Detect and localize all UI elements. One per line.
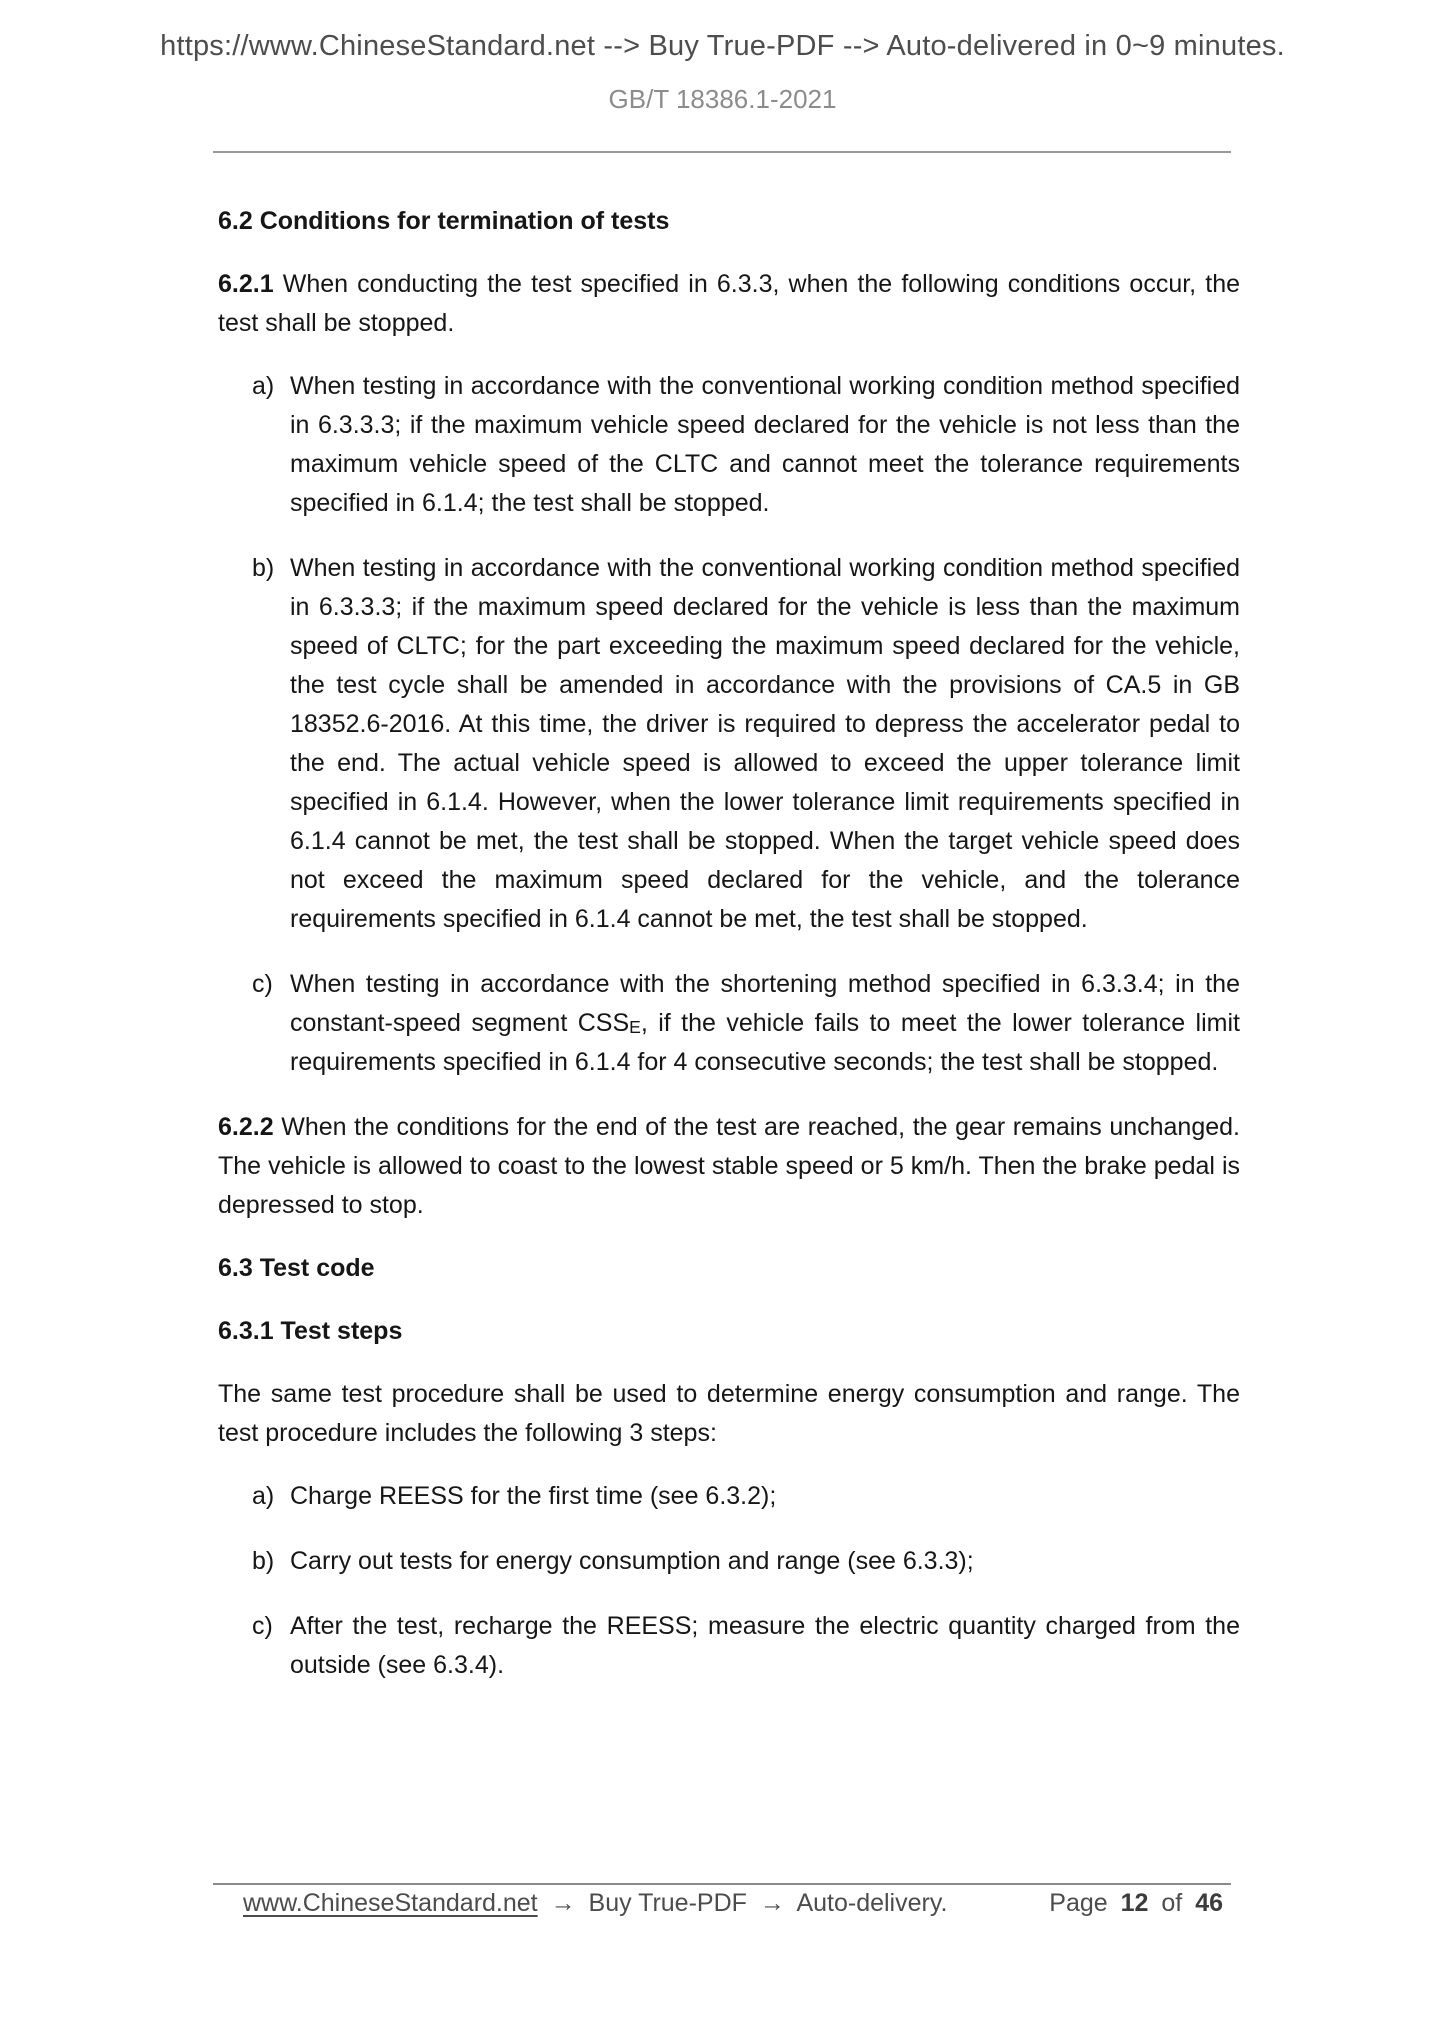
text: The same test procedure shall be used to determine energy consumption and range. The test procedure includes the following 3 steps: [218, 1380, 1240, 1447]
page-word: Page [1049, 1889, 1108, 1917]
paragraph [218, 1108, 1240, 1225]
list-marker: a) [252, 372, 275, 400]
text: Carry out tests for energy consumption and range (see 6.3.3); [290, 1547, 974, 1575]
page-footer [213, 1883, 1231, 1918]
text: When testing in accordance with the shortening method specified in 6.3.3.4; in the constant-speed segment CSS [290, 970, 1240, 1037]
page-indicator [1043, 1889, 1223, 1918]
arrow-icon: → [550, 1889, 576, 1917]
bold-text: 6.2 Conditions for termination of tests [218, 207, 670, 235]
bold-text: 6.3.1 Test steps [218, 1317, 403, 1345]
list-item [218, 1607, 1240, 1685]
list-marker: b) [252, 1547, 275, 1575]
bold-text: 6.2.2 [218, 1113, 274, 1141]
text: When conducting the test specified in 6.3.3, when the following conditions occur, the test shall be stopped. [218, 270, 1240, 337]
subscript-text: E [629, 1017, 641, 1037]
paragraph [218, 265, 1240, 343]
list-item [218, 1477, 1240, 1516]
of-word: of [1161, 1889, 1183, 1917]
footer-rule [213, 1883, 1231, 1885]
list-item [218, 965, 1240, 1082]
footer-buy-label: Buy True-PDF [588, 1889, 747, 1917]
footer-delivery-label: Auto-delivery. [796, 1889, 948, 1917]
section-heading [218, 1249, 1240, 1288]
bold-text: 6.3 Test code [218, 1254, 375, 1282]
text: When the conditions for the end of the test are reached, the gear remains unchanged. The vehicle is allowed to coast to the lowest stable speed or 5 km/h. Then the brake pedal is depressed to stop. [218, 1113, 1240, 1219]
text: , if the vehicle fails to meet the lower tolerance limit requirements specified in 6.1.4 for 4 consecutive seconds; the test shall be stopped. [290, 1009, 1240, 1076]
list-marker: b) [252, 554, 275, 582]
list-item [218, 367, 1240, 523]
document-body [218, 202, 1240, 1711]
bold-text: 6.2.1 [218, 270, 274, 298]
list-item [218, 1542, 1240, 1581]
header-url-line: https://www.ChineseStandard.net --> Buy True-PDF --> Auto-delivered in 0~9 minutes. [160, 30, 1285, 62]
arrow-icon: → [759, 1889, 785, 1917]
list-marker: a) [252, 1482, 275, 1510]
text: When testing in accordance with the conventional working condition method specified in 6.3.3.3; if the maximum speed declared for the vehicle is less than the maximum speed of CLTC; for the part exceeding the maximum speed declared for the vehicle, the test cycle shall be amended in accordance with the provisions of CA.5 in GB 18352.6-2016. At this time, the driver is required to depress the accelerator pedal to the end. The actual vehicle speed is allowed to exceed the upper tolerance limit specified in 6.1.4. However, when the lower tolerance limit requirements specified in 6.1.4 cannot be met, the test shall be stopped. When the target vehicle speed does not exceed the maximum speed declared for the vehicle, and the tolerance requirements specified in 6.1.4 cannot be met, the test shall be stopped. [290, 554, 1240, 933]
text: After the test, recharge the REESS; measure the electric quantity charged from the outside (see 6.3.4). [290, 1612, 1240, 1679]
list-marker: c) [252, 1612, 273, 1640]
page-total: 46 [1195, 1889, 1223, 1917]
list-marker: c) [252, 970, 273, 998]
text: When testing in accordance with the conventional working condition method specified in 6.3.3.3; if the maximum vehicle speed declared for the vehicle is not less than the maximum vehicle speed of the CLTC and cannot meet the tolerance requirements specified in 6.1.4; the test shall be stopped. [290, 372, 1240, 517]
footer-site-link[interactable]: www.ChineseStandard.net [243, 1889, 538, 1917]
list-item [218, 549, 1240, 939]
doc-number: GB/T 18386.1-2021 [608, 84, 837, 114]
page-current: 12 [1120, 1889, 1149, 1917]
header-rule [213, 151, 1231, 153]
footer-row [213, 1889, 1231, 1918]
text: Charge REESS for the first time (see 6.3.2); [290, 1482, 777, 1510]
paragraph [218, 1375, 1240, 1453]
footer-breadcrumb [243, 1889, 953, 1918]
section-heading [218, 1312, 1240, 1351]
section-heading [218, 202, 1240, 241]
